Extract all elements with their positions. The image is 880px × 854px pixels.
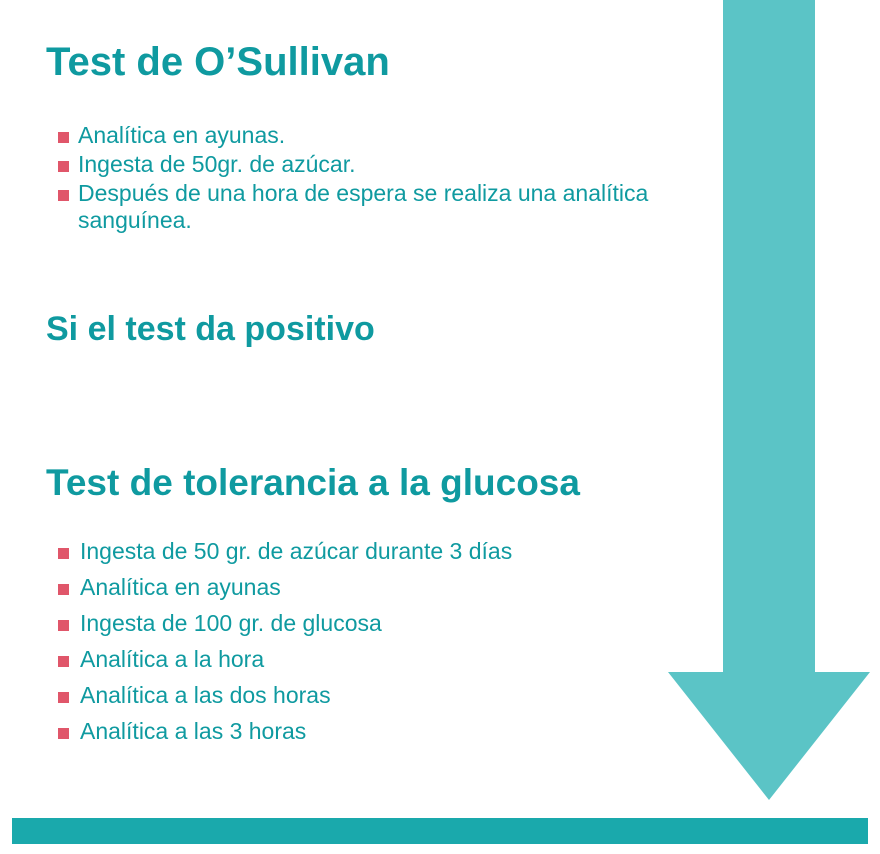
footer-bar <box>12 818 868 844</box>
bullet-square-icon <box>58 620 69 631</box>
bullet-square-icon <box>58 548 69 559</box>
section-title-tolerancia: Test de tolerancia a la glucosa <box>46 462 580 503</box>
list-item <box>40 610 680 637</box>
bullet-square-icon <box>58 656 69 667</box>
list-item-label: Analítica a las dos horas <box>80 681 331 708</box>
list-item <box>48 122 668 149</box>
list-item <box>40 538 680 565</box>
list-item <box>40 682 680 709</box>
bullet-square-icon <box>58 190 69 201</box>
bullet-square-icon <box>58 132 69 143</box>
list-item-label: Ingesta de 50 gr. de azúcar durante 3 días <box>80 538 513 564</box>
list-item-label: Ingesta de 50gr. de azúcar. <box>78 150 356 177</box>
bullet-square-icon <box>58 584 69 595</box>
bullet-square-icon <box>58 728 69 739</box>
list-item-label: Ingesta de 100 gr. de glucosa <box>80 609 382 636</box>
tolerancia-steps-list <box>40 538 680 753</box>
list-item <box>48 180 668 234</box>
list-item <box>40 718 680 745</box>
list-item-label: Analítica a la hora <box>80 645 265 672</box>
condition-heading: Si el test da positivo <box>46 310 375 348</box>
down-arrow-icon <box>668 0 870 800</box>
list-item-label: Analítica a las 3 horas <box>80 717 307 744</box>
osullivan-steps-list <box>48 122 668 236</box>
bullet-square-icon <box>58 692 69 703</box>
list-item-label: Después de una hora de espera se realiza una analítica sanguínea. <box>78 179 649 233</box>
list-item <box>40 646 680 673</box>
page-title: Test de O’Sullivan <box>46 40 390 84</box>
bullet-square-icon <box>58 161 69 172</box>
list-item <box>48 151 668 178</box>
list-item-label: Analítica en ayunas <box>80 573 281 600</box>
list-item <box>40 574 680 601</box>
list-item-label: Analítica en ayunas. <box>78 122 286 148</box>
